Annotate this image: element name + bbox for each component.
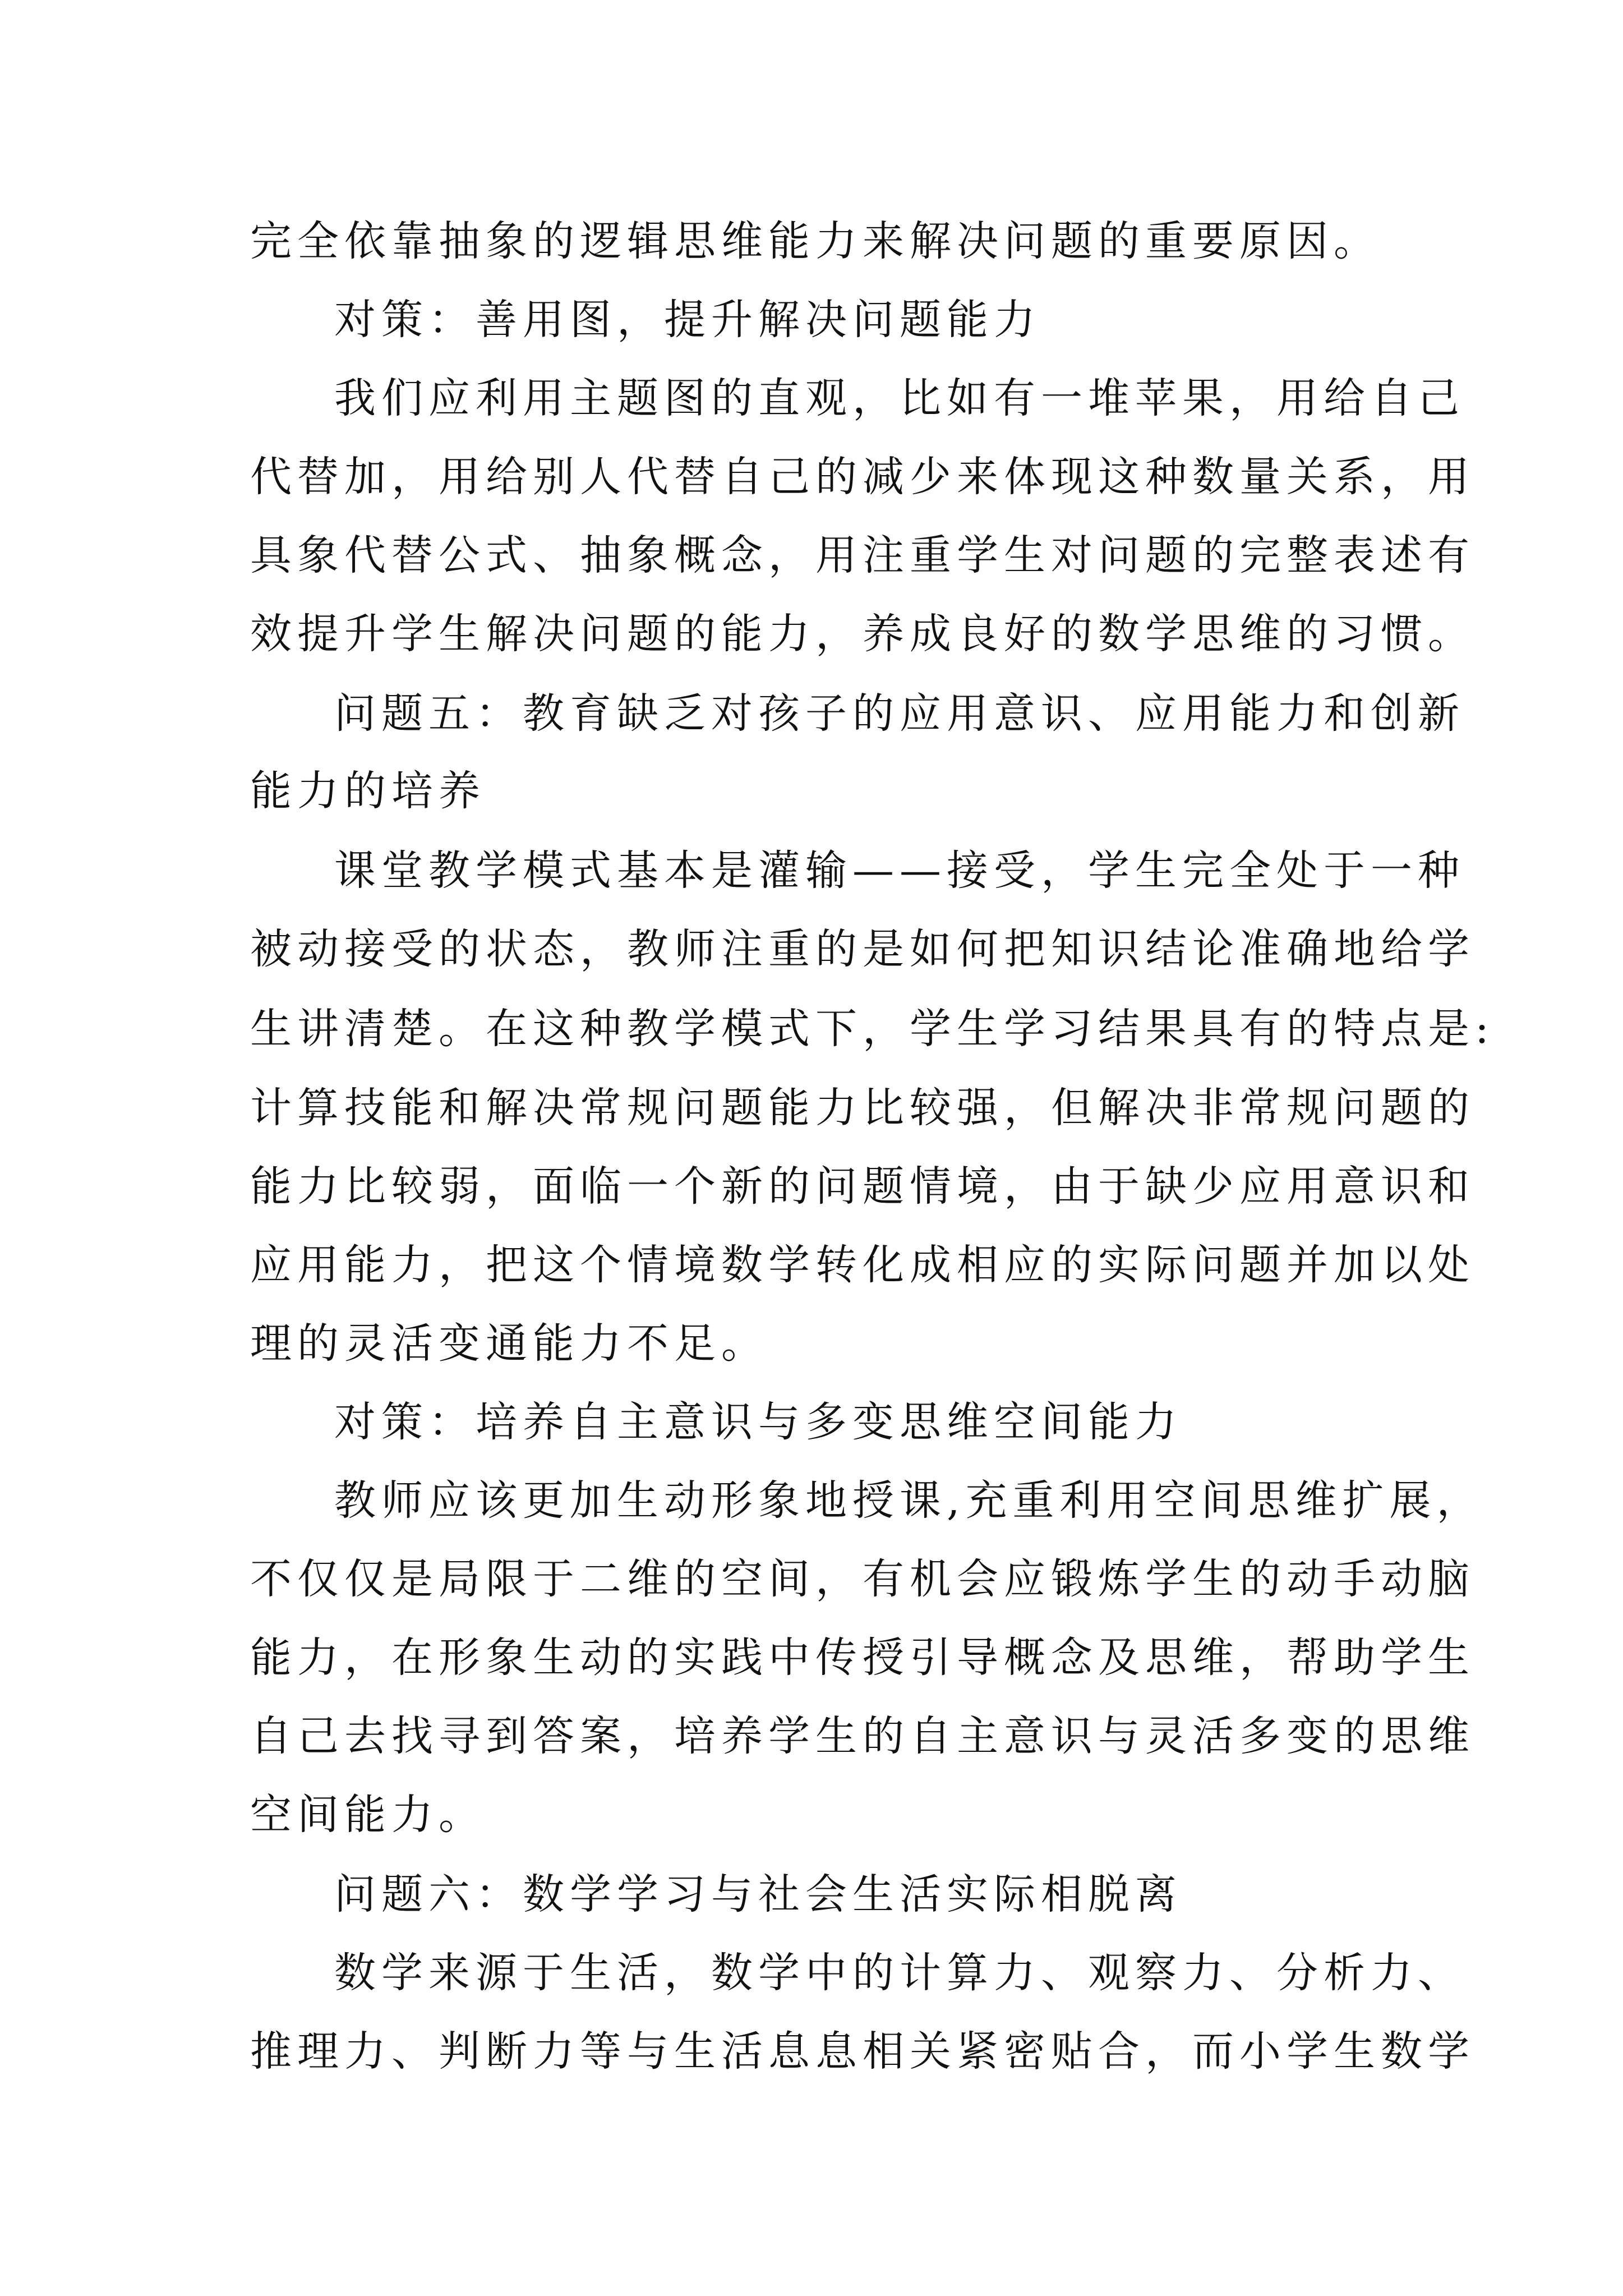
text-line: 对策：善用图，提升解决问题能力 [334,295,1041,344]
text-line: 空间能力。 [250,1790,486,1839]
text-line: 应用能力，把这个情境数学转化成相应的实际问题并加以处 [250,1240,1475,1289]
text-line: 生讲清楚。在这种教学模式下，学生学习结果具有的特点是: [250,1004,1495,1053]
text-line: 计算技能和解决常规问题能力比较强，但解决非常规问题的 [250,1083,1475,1132]
text-line: 代替加，用给别人代替自己的减少来体现这种数量关系，用 [250,452,1475,501]
text-line: 自己去找寻到答案，培养学生的自主意识与灵活多变的思维 [250,1711,1475,1760]
text-line: 被动接受的状态，教师注重的是如何把知识结论准确地给学 [250,924,1475,973]
text-line: 教师应该更加生动形象地授课,充重利用空间思维扩展， [334,1476,1484,1525]
text-line: 我们应利用主题图的直观，比如有一堆苹果，用给自己 [334,374,1465,422]
text-line: 课堂教学模式基本是灌输——接受，学生完全处于一种 [334,846,1465,895]
text-line: 理的灵活变通能力不足。 [250,1319,768,1368]
text-line: 问题五：教育缺乏对孩子的应用意识、应用能力和创新 [334,689,1465,738]
text-line: 效提升学生解决问题的能力，养成良好的数学思维的习惯。 [250,609,1475,658]
text-line: 数学来源于生活，数学中的计算力、观察力、分析力、 [334,1948,1465,1997]
text-line: 能力，在形象生动的实践中传授引导概念及思维，帮助学生 [250,1633,1475,1682]
text-line: 能力比较弱，面临一个新的问题情境，由于缺少应用意识和 [250,1162,1475,1211]
text-line: 对策：培养自主意识与多变思维空间能力 [334,1397,1182,1446]
text-line: 具象代替公式、抽象概念，用注重学生对问题的完整表述有 [250,531,1475,579]
text-line: 能力的培养 [250,766,486,815]
text-line: 完全依靠抽象的逻辑思维能力来解决问题的重要原因。 [250,217,1381,265]
text-line: 不仅仅是局限于二维的空间，有机会应锻炼学生的动手动脑 [250,1554,1475,1603]
text-line: 问题六：数学学习与社会生活实际相脱离 [334,1870,1182,1918]
text-line: 推理力、判断力等与生活息息相关紧密贴合，而小学生数学 [250,2027,1475,2076]
